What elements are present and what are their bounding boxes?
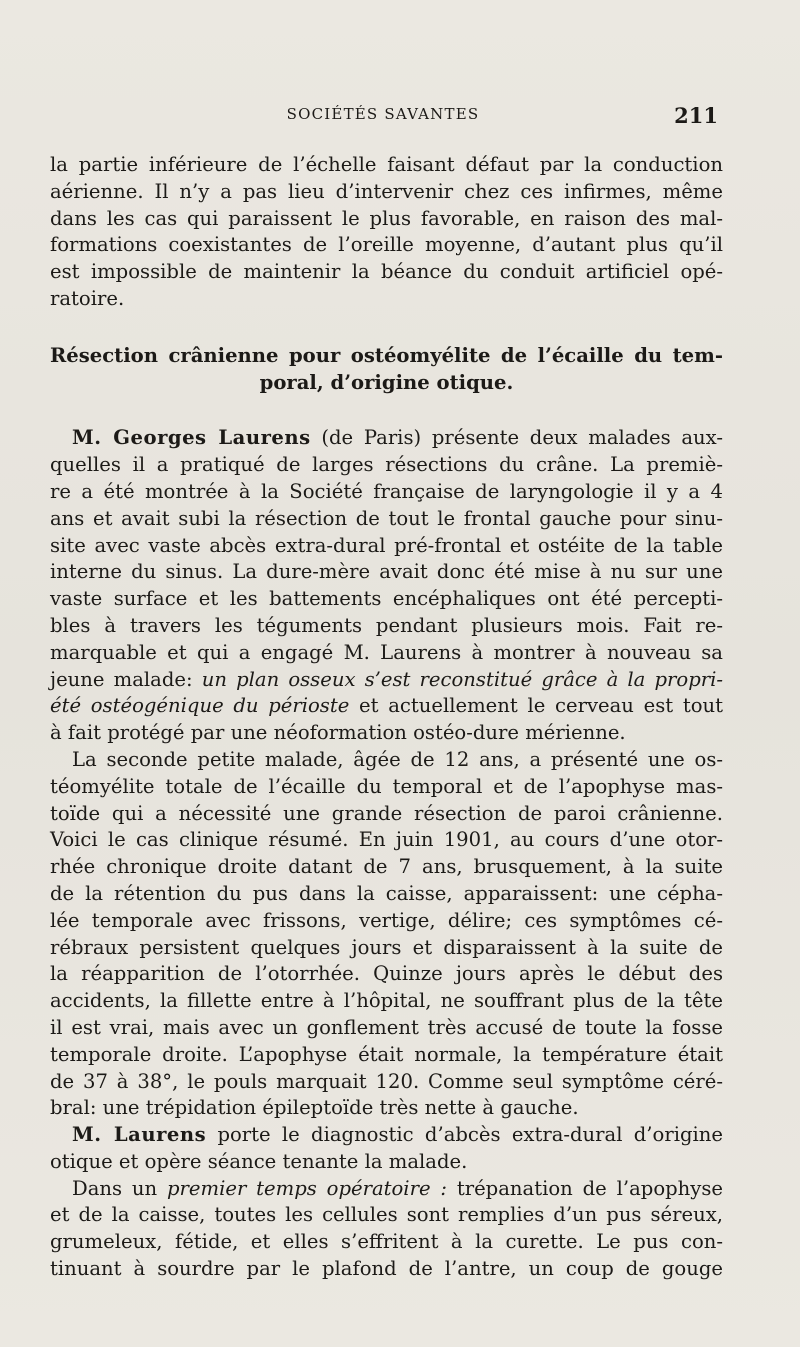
text-line: bral: une trépidation épileptoïde très nette à gauche. bbox=[50, 1096, 579, 1120]
running-head-title: SOCIÉTÉS SAVANTES bbox=[286, 105, 480, 123]
body-text bbox=[50, 152, 723, 1283]
paragraph-laurens-cases bbox=[50, 425, 723, 747]
text-line: de 37 à 38°, le pouls marquait 120. Comme seul symptôme céré- bbox=[50, 1069, 723, 1093]
italic-text: premier temps opératoire : bbox=[167, 1176, 447, 1200]
text-line: ans et avait subi la résection de tout le frontal gauche pour sinu- bbox=[50, 506, 723, 530]
author-name: M. Laurens bbox=[72, 1123, 207, 1147]
text-line: toïde qui a nécessité une grande résection de paroi crânienne. bbox=[50, 801, 723, 825]
text-line: grumeleux, fétide, et elles s’effritent à la curette. Le pus con- bbox=[50, 1230, 723, 1254]
section-heading bbox=[50, 343, 723, 397]
text-line: téomyélite totale de l’écaille du temporal et de l’apophyse mas- bbox=[50, 774, 723, 798]
text-line: marquable et qui a engagé M. Laurens à montrer à nouveau sa bbox=[50, 640, 723, 664]
text-fragment: jeune malade: bbox=[50, 667, 202, 691]
paragraph-diagnosis bbox=[50, 1122, 723, 1176]
text-line: vaste surface et les battements encéphaliques ont été percepti- bbox=[50, 587, 723, 611]
text-line: quelles il a pratiqué de larges résections du crâne. La premiè- bbox=[50, 453, 723, 477]
paragraph-second-case bbox=[50, 747, 723, 1122]
text-fragment: trépanation de l’apophyse bbox=[447, 1176, 723, 1200]
text-line: est impossible de maintenir la béance du conduit artificiel opé- bbox=[50, 260, 723, 284]
text-line: de la rétention du pus dans la caisse, apparaissent: une cépha- bbox=[50, 881, 723, 905]
text-line bbox=[50, 1122, 723, 1149]
text-line: re a été montrée à la Société française de laryngologie il y a 4 bbox=[50, 479, 723, 503]
text-fragment: porte le diagnostic d’abcès extra-dural d’origine bbox=[206, 1123, 723, 1147]
text-line: et de la caisse, toutes les cellules sont remplies d’un pus séreux, bbox=[50, 1203, 723, 1227]
text-line: lée temporale avec frissons, vertige, délire; ces symptômes cé- bbox=[50, 908, 723, 932]
text-line: Voici le cas clinique résumé. En juin 1901, au cours d’une otor- bbox=[50, 828, 723, 852]
text-line: La seconde petite malade, âgée de 12 ans, a présenté une os- bbox=[72, 747, 723, 771]
text-fragment: (de Paris) présente deux malades aux- bbox=[321, 426, 723, 450]
running-head bbox=[48, 103, 718, 133]
intro-paragraph bbox=[50, 152, 723, 313]
text-line: rébraux persistent quelques jours et disparaissent à la suite de bbox=[50, 935, 723, 959]
text-line: la partie inférieure de l’échelle faisant défaut par la conduction bbox=[50, 153, 723, 176]
text-line: temporale droite. L’apophyse était normale, la température était bbox=[50, 1042, 723, 1066]
text-line: interne du sinus. La dure-mère avait donc été mise à nu sur une bbox=[50, 560, 723, 584]
text-line: dans les cas qui paraissent le plus favorable, en raison des mal- bbox=[50, 206, 723, 230]
text-fragment: Dans un bbox=[72, 1176, 167, 1200]
text-line: formations coexistantes de l’oreille moyenne, d’autant plus qu’il bbox=[50, 233, 723, 257]
text-line: il est vrai, mais avec un gonflement très accusé de toute la fosse bbox=[50, 1015, 723, 1039]
text-line: rhée chronique droite datant de 7 ans, brusquement, à la suite bbox=[50, 855, 723, 879]
italic-text: un plan osseux s’est reconstitué grâce à la propri- bbox=[201, 667, 723, 691]
text-line: site avec vaste abcès extra-dural pré-frontal et ostéite de la table bbox=[50, 533, 723, 557]
text-line: bles à travers les téguments pendant plusieurs mois. Fait re- bbox=[50, 613, 723, 637]
text-line bbox=[50, 425, 723, 452]
italic-text: été ostéogénique du périoste bbox=[50, 694, 350, 718]
text-line: otique et opère séance tenante la malade. bbox=[50, 1149, 468, 1173]
text-fragment: et actuellement le cerveau est tout bbox=[349, 694, 723, 718]
text-line: la réapparition de l’otorrhée. Quinze jours après le début des bbox=[50, 962, 723, 986]
author-name: M. Georges Laurens bbox=[72, 426, 311, 450]
text-line: accidents, la fillette entre à l’hôpital, ne souffrant plus de la tête bbox=[50, 989, 723, 1013]
text-line: à fait protégé par une néoformation ostéo-dure mérienne. bbox=[50, 721, 626, 745]
text-line: aérienne. Il n’y a pas lieu d’intervenir chez ces infirmes, même bbox=[50, 179, 723, 203]
text-line bbox=[50, 693, 723, 720]
text-line: ratoire. bbox=[50, 286, 125, 310]
text-line bbox=[50, 1176, 723, 1203]
heading-line: poral, d’origine otique. bbox=[259, 370, 514, 394]
heading-line: Résection crânienne pour ostéomyélite de l’écaille du tem- bbox=[50, 343, 723, 367]
text-line bbox=[50, 667, 723, 694]
page-number: 211 bbox=[674, 103, 718, 128]
text-line: tinuant à sourdre par le plafond de l’antre, un coup de gouge bbox=[50, 1257, 723, 1281]
paragraph-operation bbox=[50, 1176, 723, 1283]
